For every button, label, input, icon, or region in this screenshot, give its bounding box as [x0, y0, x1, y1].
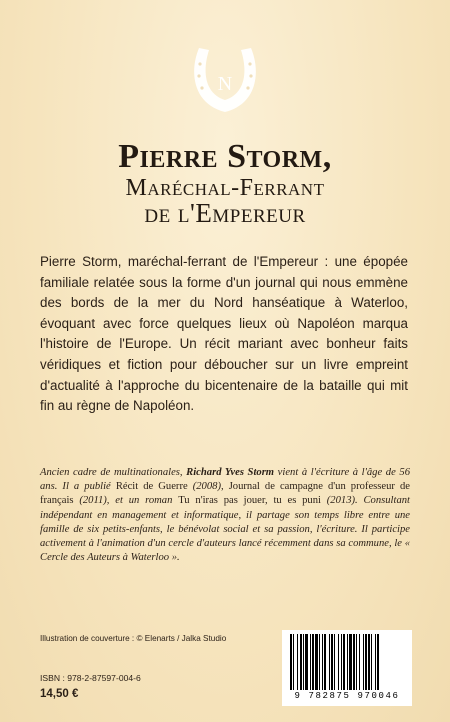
author-bio [40, 466, 410, 565]
barcode-stripe [341, 634, 342, 690]
barcode-stripe [312, 634, 314, 690]
barcode-stripe [368, 634, 370, 690]
title-line-2: Maréchal-Ferrant [125, 175, 325, 201]
barcode-stripe [371, 634, 372, 690]
barcode-stripe [290, 634, 292, 690]
author-bio-text: (2013). Consultant indépendant en management et informatique, il partage son temps libre entre une famille de six petits-enfants, le bénévolat social et sa passion, l'écriture. Il participe activement à l'animation d'un cercle d'auteurs lancé récemment dans sa commune, le « Cercle des Auteurs à Waterloo ». [40, 495, 410, 564]
barcode-stripe [363, 634, 364, 690]
barcode-stripe [343, 634, 345, 690]
barcode-stripe [319, 634, 320, 690]
author-bio-text: Ancien cadre de multinationales, [40, 467, 187, 478]
barcode-stripe [300, 634, 302, 690]
author-bio-text: vient à l'écriture à l'âge de 56 ans. Il a publié [40, 467, 411, 493]
barcode-number: 9 782875 970046 [294, 691, 400, 701]
barcode-stripe [349, 634, 352, 690]
barcode-stripe [334, 634, 335, 690]
barcode-stripe [310, 634, 311, 690]
barcode-stripe [359, 634, 360, 690]
barcode-stripe [305, 634, 308, 690]
title-line-1: Pierre Storm, [118, 138, 332, 175]
price: 14,50 € [40, 688, 79, 700]
book-title: Récit de Guerre [115, 481, 188, 493]
barcode-stripe [329, 634, 330, 690]
barcode-stripe [375, 634, 376, 690]
author-bio-text: (2008), [187, 481, 229, 493]
logo-letter: N [217, 73, 233, 95]
barcode-stripe [347, 634, 348, 690]
book-blurb: Pierre Storm, maréchal-ferrant de l'Empereur : une épopée familiale relatée sous la forme d'un journal qui nous emmène des bords de la mer du Nord hanséatique à Waterloo, évoquant avec force quelques lieux où Napoléon marqua l'histoire de l'Europe. Un récit mariant avec bonheur faits véridiques et fiction pour déboucher sur un livre empreint d'actualité à l'approche du bicentenaire de la bataille qui mit fin au règne de Napoléon. [40, 254, 408, 414]
barcode-stripe [322, 634, 323, 690]
book-title: Tu n'iras pas jouer, tu es puni [178, 495, 321, 507]
horseshoe-icon [185, 42, 265, 122]
barcode-stripe [338, 634, 339, 690]
barcode-stripe [331, 634, 333, 690]
barcode-stripe [315, 634, 318, 690]
author-bio-text: (2011), et un roman [73, 495, 179, 507]
barcode-stripe [377, 634, 379, 690]
barcode-bars [288, 634, 406, 690]
isbn: ISBN : 978-2-87597-004-6 [40, 673, 141, 683]
barcode-stripe [297, 634, 298, 690]
book-title: Journal de campagne d'un professeur de français [40, 481, 410, 507]
barcode-stripe [293, 634, 294, 690]
barcode-stripe [324, 634, 326, 690]
cover-credit: Illustration de couverture : © Elenarts / Jalka Studio [40, 634, 227, 643]
barcode-stripe [365, 634, 367, 690]
author-name: Richard Yves Storm [186, 467, 275, 478]
barcode-stripe [356, 634, 357, 690]
barcode-stripe [353, 634, 355, 690]
barcode-stripe [303, 634, 304, 690]
barcode [282, 630, 412, 706]
title-line-3: de l'Empereur [144, 198, 306, 228]
